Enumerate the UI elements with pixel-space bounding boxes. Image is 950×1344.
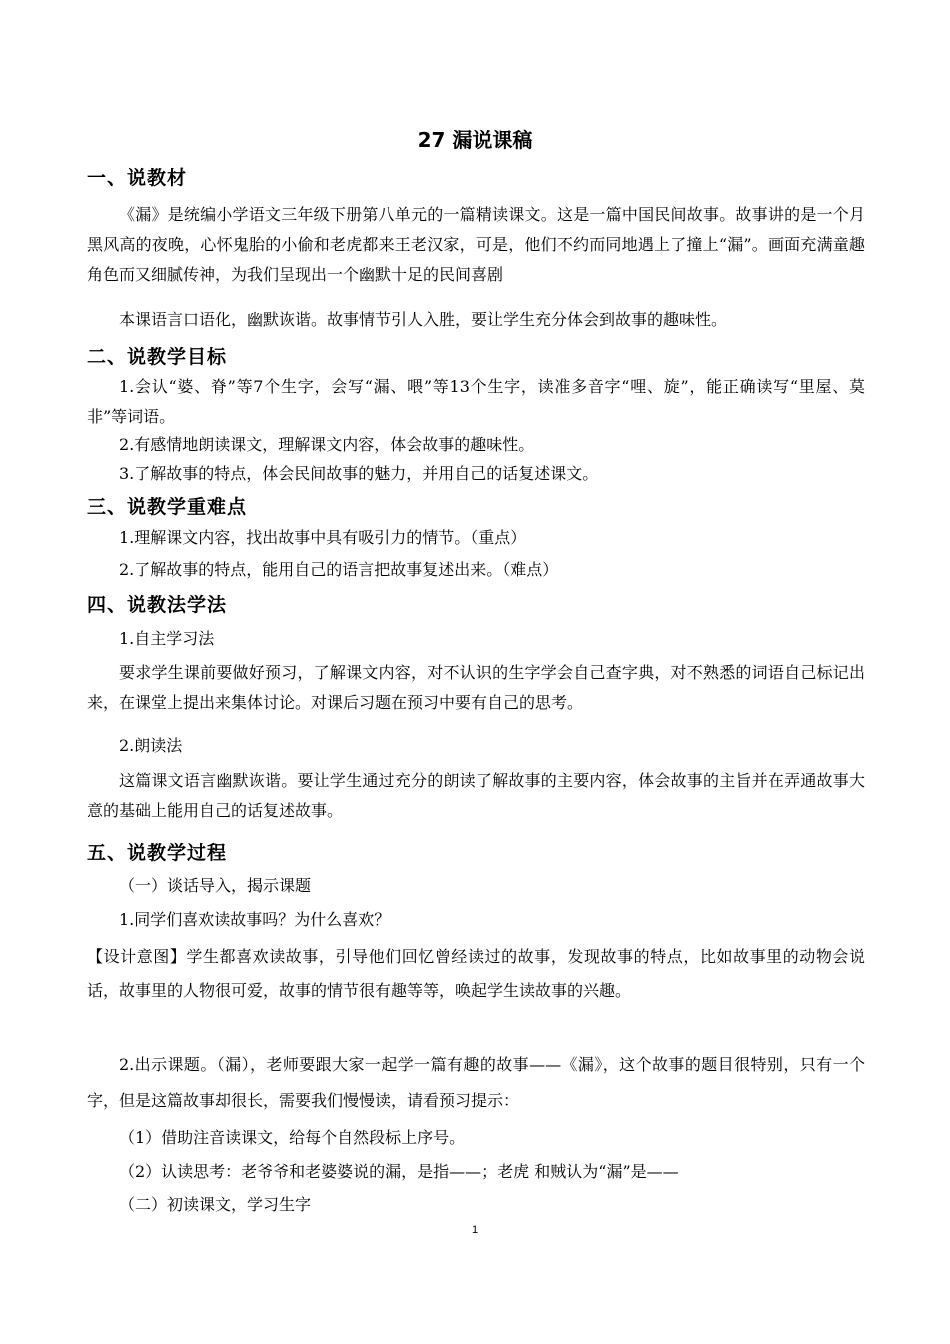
paragraph: 《漏》是统编小学语文三年级下册第八单元的一篇精读课文。这是一篇中国民间故事。故事讲的是一个月黑风高的夜晚，心怀鬼胎的小偷和老虎都来王老汉家，可是，他们不约而同地遇上了撞上“漏”。画面充满童趣角色而又细腻传神，为我们呈现出一个幽默十足的民间喜剧: [87, 205, 865, 284]
paragraph: （2）认读思考：老爷爷和老婆婆说的漏，是指——；老虎 和贼认为“漏”是——: [119, 1162, 679, 1181]
paragraph: 3.了解故事的特点，体会民间故事的魅力，并用自己的话复述课文。: [119, 464, 599, 483]
paragraph: 要求学生课前要做好预习，了解课文内容，对不认识的生字学会自己查字典，对不熟悉的词语自己标记出来，在课堂上提出来集体讨论。对课后习题在预习中要有自己的思考。: [87, 663, 865, 712]
paragraph: 【设计意图】学生都喜欢读故事，引导他们回忆曾经读过的故事，发现故事的特点，比如故事里的动物会说话，故事里的人物很可爱，故事的情节很有趣等等，唤起学生读故事的兴趣。: [87, 947, 865, 1000]
paragraph: 2.了解故事的特点，能用自己的语言把故事复述出来。（难点）: [119, 560, 559, 579]
paragraph: 2.有感情地朗读课文，理解课文内容，体会故事的趣味性。: [119, 435, 535, 454]
page-number: 1: [471, 1224, 479, 1236]
section-heading-5: 五、说教学过程: [87, 842, 228, 864]
page-title: 27 漏说课稿: [417, 128, 533, 152]
paragraph: 1.会认“婆、脊”等7个生字，会写“漏、喂”等13个生字，读准多音字“哩、旋”，能正确读写“里屋、莫非”等词语。: [87, 377, 865, 426]
section-heading-4: 四、说教法学法: [87, 594, 228, 616]
section-heading-1: 一、说教材: [87, 167, 188, 189]
paragraph: （1）借助注音读课文，给每个自然段标上序号。: [119, 1128, 466, 1147]
paragraph: 这篇课文语言幽默诙谐。要让学生通过充分的朗读了解故事的主要内容，体会故事的主旨并在弄通故事大意的基础上能用自己的话复述故事。: [87, 771, 865, 820]
paragraph: （一）谈话导入，揭示课题: [119, 876, 312, 895]
section-heading-2: 二、说教学目标: [87, 346, 228, 368]
paragraph: 2.出示课题。（漏），老师要跟大家一起学一篇有趣的故事——《漏》，这个故事的题目很特别，只有一个字，但是这篇故事却很长，需要我们慢慢读，请看预习提示：: [87, 1055, 865, 1110]
paragraph: 2.朗读法: [119, 736, 183, 755]
paragraph: 本课语言口语化，幽默诙谐。故事情节引人入胜，要让学生充分体会到故事的趣味性。: [119, 310, 728, 329]
paragraph: （二）初读课文，学习生字: [119, 1195, 312, 1214]
section-heading-3: 三、说教学重难点: [87, 496, 248, 518]
paragraph: 1.同学们喜欢读故事吗？为什么喜欢？: [119, 910, 391, 929]
paragraph: 1.自主学习法: [119, 629, 215, 648]
paragraph: 1.理解课文内容，找出故事中具有吸引力的情节。（重点）: [119, 528, 527, 547]
